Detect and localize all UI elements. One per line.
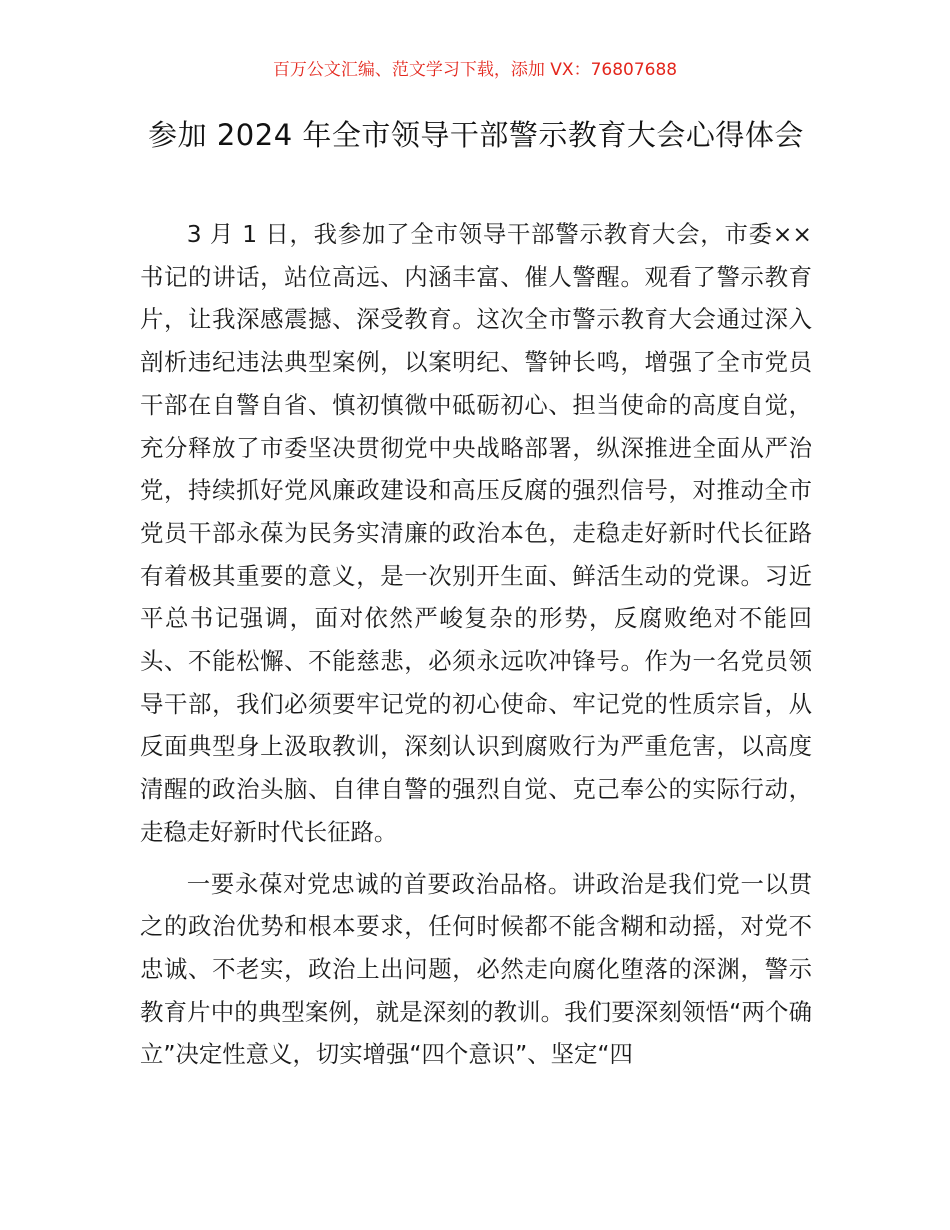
- paragraph-2: 一要永葆对党忠诚的首要政治品格。讲政治是我们党一以贯之的政治优势和根本要求，任何时候都不能含糊和动摇，对党不忠诚、不老实，政治上出问题，必然走向腐化堕落的深渊，警示教育片中的典型案例，就是深刻的教训。我们要深刻领悟“两个确立”决定性意义，切实增强“四个意识”、坚定“四: [140, 869, 812, 1069]
- document-title: 参加 2024 年全市领导干部警示教育大会心得体会: [148, 118, 804, 152]
- header-note: 百万公文汇编、范文学习下载，添加 VX：76807688: [272, 60, 678, 80]
- paragraph-1: 3 月 1 日，我参加了全市领导干部警示教育大会，市委××书记的讲话，站位高远、内涵丰富、催人警醒。观看了警示教育片，让我深感震撼、深受教育。这次全市警示教育大会通过深入剖析违纪违法典型案例，以案明纪、警钟长鸣，增强了全市党员干部在自警自省、慎初慎微中砥砺初心、担当使命的高度自觉，充分释放了市委坚决贯彻党中央战略部署，纵深推进全面从严治党，持续抓好党风廉政建设和高压反腐的强烈信号，对推动全市党员干部永葆为民务实清廉的政治本色，走稳走好新时代长征路有着极其重要的意义，是一次别开生面、鲜活生动的党课。习近平总书记强调，面对依然严峻复杂的形势，反腐败绝对不能回头、不能松懈、不能慈悲，必须永远吹冲锋号。作为一名党员领导干部，我们必须要牢记党的初心使命、牢记党的性质宗旨，从反面典型身上汲取教训，深刻认识到腐败行为严重危害，以高度清醒的政治头脑、自律自警的强烈自觉、克己奉公的实际行动，走稳走好新时代长征路。: [140, 220, 812, 846]
- document-body: [140, 213, 812, 1076]
